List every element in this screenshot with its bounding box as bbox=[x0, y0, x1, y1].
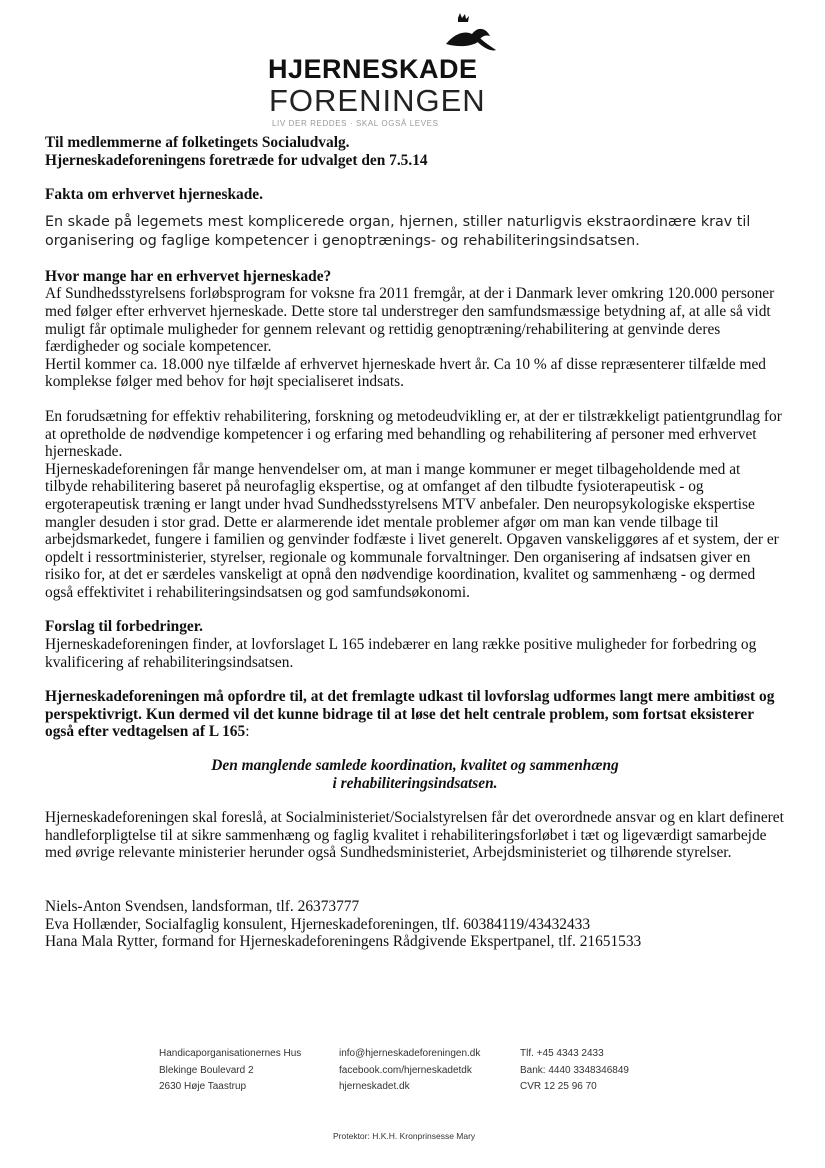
signature-svendsen: Niels-Anton Svendsen, landsforman, tlf. 26373777 bbox=[45, 898, 360, 915]
logo-wordmark-line2: FORENINGEN bbox=[269, 83, 486, 118]
signature-rytter: Hana Mala Rytter, formand for Hjerneskadeforeningens Rådgivende Ekspertpanel, tlf. 21651533 bbox=[45, 933, 642, 951]
centered-statement-line2: i rehabiliteringsindsatsen. bbox=[332, 774, 498, 792]
logo-wordmark-line1: HJERNESKADE bbox=[268, 54, 478, 84]
paragraph-forloebsprogram: Af Sundhedsstyrelsens forløbsprogram for voksne fra 2011 fremgår, at der i Danmark lever omkring 120.000 personer med følger efter erhvervet hjerneskade. Dette store tal understreger den samfundsmæssige betydning af, at alle så vidt muligt får optimale muligheder for gennem relevant og rettidig genoptræning/rehabilitering at genvinde deres færdigheder og sociale kompetencer. bbox=[45, 285, 775, 356]
signature-hollaender: Eva Hollænder, Socialfaglig konsulent, Hjerneskadeforeningen, tlf. 60384119/43432433 bbox=[45, 915, 591, 933]
paragraph-forudsaetning: En forudsætning for effektiv rehabilitering, forskning og metodeudvikling er, at der er tilstrækkeligt patientgrundlag for at opretholde de nødvendige kompetencer i og erfaring med behandling og rehabilitering af personer med erhvervet hjerneskade. bbox=[45, 407, 782, 461]
footer-address-line: Blekinge Boulevard 2 bbox=[159, 1064, 254, 1076]
footer-cvr: CVR 12 25 96 70 bbox=[520, 1081, 597, 1092]
heading-hvor-mange: Hvor mange har en erhvervet hjerneskade? bbox=[45, 267, 332, 285]
addressee-line: Til medlemmerne af folketingets Socialudvalg. bbox=[45, 134, 350, 151]
footer-bank: Bank: 4440 3348346849 bbox=[520, 1064, 629, 1076]
letter-body bbox=[45, 134, 785, 951]
footer-address bbox=[159, 1046, 301, 1096]
logo-tagline: LIV DER REDDES · SKAL OGSÅ LEVES bbox=[272, 119, 439, 128]
footer-web bbox=[339, 1046, 480, 1096]
heading-forslag: Forslag til forbedringer. bbox=[45, 618, 204, 636]
paragraph-opfordring bbox=[45, 688, 785, 741]
footer-phone: Tlf. +45 4343 2433 bbox=[520, 1048, 604, 1059]
heading-fakta: Fakta om erhvervet hjerneskade. bbox=[45, 186, 263, 204]
footer-address-line: 2630 Høje Taastrup bbox=[159, 1081, 247, 1092]
logo bbox=[268, 12, 486, 132]
meeting-line: Hjerneskadeforeningens foretræde for udvalget den 7.5.14 bbox=[45, 151, 428, 169]
opfordring-colon: : bbox=[245, 723, 250, 741]
footer-contact bbox=[520, 1046, 629, 1096]
paragraph-nye-tilfaelde: Hertil kommer ca. 18.000 nye tilfælde af erhvervet hjerneskade hvert år. Ca 10 % af disse repræsenterer tilfælde med komplekse følger med behov for højt specialiseret indsats. bbox=[45, 355, 766, 391]
footer-email-link[interactable]: info@hjerneskadeforeningen.dk bbox=[339, 1048, 481, 1059]
opfordring-text: Hjerneskadeforeningen må opfordre til, at det fremlagte udkast til lovforslag udformes langt mere ambitiøst og perspektivrigt. Kun dermed vil det kunne bidrage til at løse det helt centrale problem, som fortsat eksisterer også efter vedtagelsen af L 165 bbox=[45, 688, 775, 741]
footer-protektor: Protektor: H.K.H. Kronprinsesse Mary bbox=[333, 1131, 476, 1141]
footer-address-line: Handicaporganisationernes Hus bbox=[159, 1048, 302, 1059]
paragraph-forslag: Hjerneskadeforeningen finder, at lovforslaget L 165 indebærer en lang række positive muligheder for forbedring og kvalificering af rehabiliteringsindsatsen. bbox=[45, 636, 757, 671]
paragraph-forslag-ministerium: Hjerneskadeforeningen skal foreslå, at Socialministeriet/Socialstyrelsen får det overordnede ansvar og en klart defineret handleforpligtelse til at sikre sammenhæng og faglig kvalitet i rehabiliteringsforløbet i tæt og ligeværdigt samarbejde med øvrige relevante ministerier herunder også Sundhedsministeriet, Arbejdsministeriet og tilhørende styrelser. bbox=[45, 809, 784, 862]
centered-statement-line1: Den manglende samlede koordination, kvalitet og sammenhæng bbox=[211, 757, 619, 775]
footer-website-link[interactable]: hjerneskadet.dk bbox=[339, 1081, 410, 1092]
footer-facebook-link[interactable]: facebook.com/hjerneskadetdk bbox=[339, 1064, 472, 1076]
paragraph-henvendelser: Hjerneskadeforeningen får mange henvendelser om, at man i mange kommuner er meget tilbageholdende med at tilbyde rehabilitering baseret på neurofaglig ekspertise, og at omfanget af den tilbudte fysioterapeutisk - og ergoterapeutisk træning er langt under hvad Sundhedsstyrelsens MTV anbefaler. Den neuropsykologiske ekspertise mangler desuden i stor grad. Dette er alarmerende idet mentale problemer afgør om man kan vende tilbage til arbejdsmarkedet, fungere i familien og genvinder fodfæste i livet generelt. Opgaven vanskeliggøres af et system, der er opdelt i ressortministerier, styrelser, regionale og kommunale forvaltninger. Den organisering af indsatsen giver en risiko for, at det er særdeles vanskeligt at opnå den nødvendige koordination, kvalitet og sammenhæng - og dermed også effektivitet i rehabiliteringsindsatsen og god samfundsøkonomi. bbox=[45, 460, 779, 601]
paragraph-fakta: En skade på legemets mest komplicerede organ, hjernen, stiller naturligvis ekstraordinære krav til organisering og faglige kompetencer i genoptrænings- og rehabiliteringsindsatsen. bbox=[45, 213, 751, 249]
